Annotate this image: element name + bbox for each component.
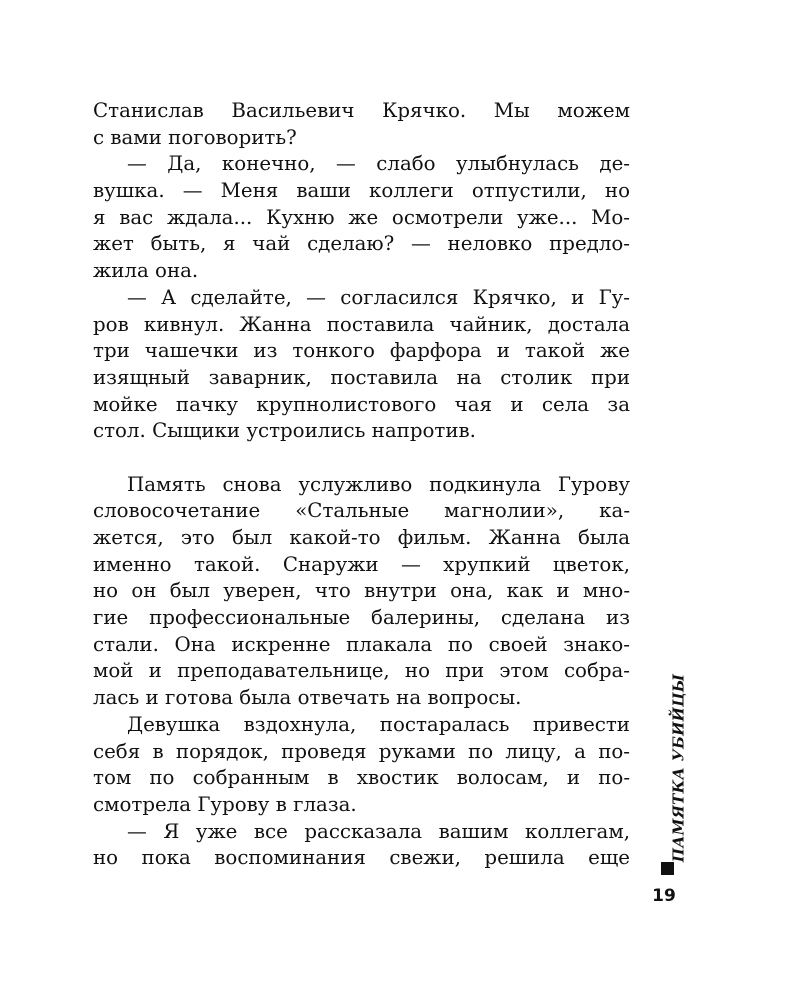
text-line: Станислав Васильевич Крячко. Мы можем [93,99,630,122]
text-line: мой и преподавательнице, но при этом собра- [93,659,630,683]
text-line: именно такой. Снаружи — хрупкий цветок, [93,552,630,576]
body-text [93,98,630,872]
text-line: — Я уже все рассказала вашим коллегам, [127,819,630,843]
running-title-text: ПАМЯТКА УБИЙЦЫ [669,673,687,862]
text-line: словосочетание «Стальные магнолии», ка- [93,499,630,523]
text-line: жила она. [93,259,199,283]
text-line: ров кивнул. Жанна поставила чайник, достала [93,312,630,336]
text-line: Девушка вздохнула, постаралась привести [127,712,630,736]
text-line: но пока воспоминания свежи, решила еще [93,846,630,870]
text-line: три чашечки из тонкого фарфора и такой же [93,339,630,363]
text-line: — А сделайте, — согласился Крячко, и Гу- [127,285,630,309]
text-line: гие профессиональные балерины, сделана из [93,606,630,630]
text-line: я вас ждала... Кухню же осмотрели уже... Мо- [93,205,630,229]
text-line: Память снова услужливо подкинула Гурову [127,472,630,496]
text-line: изящный заварник, поставила на столик при [93,365,630,389]
text-line: том по собранным в хвостик волосам, и по- [93,766,630,790]
text-line: стали. Она искренне плакала по своей знако- [93,632,630,656]
text-line: мойке пачку крупнолистового чая и села за [93,392,630,416]
square-marker-icon [661,862,674,875]
text-line: с вами поговорить? [93,125,297,149]
text-line: но он был уверен, что внутри она, как и мно- [93,579,630,603]
text-line: себя в порядок, проведя руками по лицу, а по- [93,739,630,763]
page-number: 19 [652,886,676,906]
running-title [663,673,693,862]
text-line: жет быть, я чай сделаю? — неловко предло- [93,232,630,256]
text-line: — Да, конечно, — слабо улыбнулась де- [127,152,630,176]
section-break [93,445,630,472]
text-line: смотрела Гурову в глаза. [93,792,357,816]
text-line: лась и готова была отвечать на вопросы. [93,686,522,710]
text-line: жется, это был какой-то фильм. Жанна была [93,526,630,549]
text-line: вушка. — Меня ваши коллеги отпустили, но [93,179,630,203]
text-line: стол. Сыщики устроились напротив. [93,419,476,443]
